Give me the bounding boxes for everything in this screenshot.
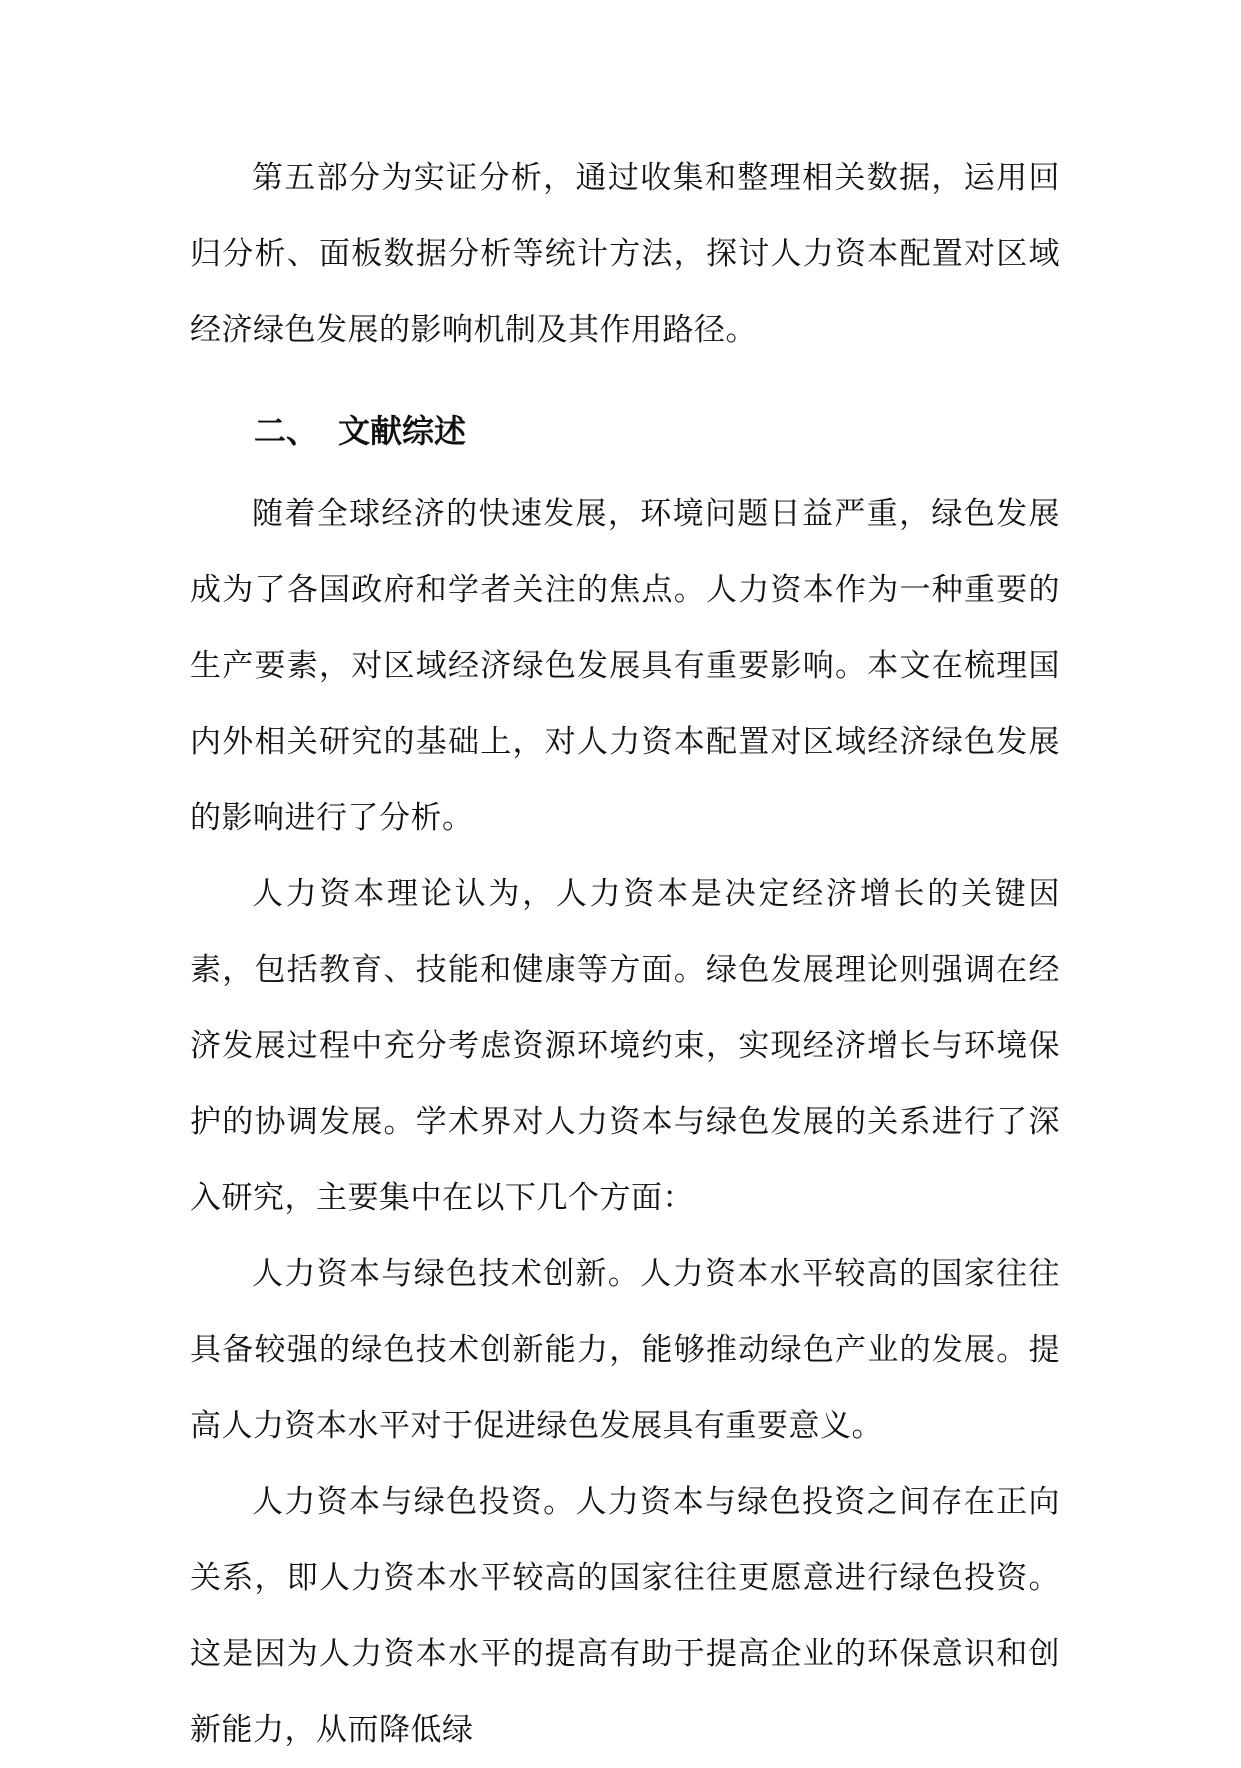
paragraph-intro: 随着全球经济的快速发展，环境问题日益严重，绿色发展成为了各国政府和学者关注的焦点。人力资本作为一种重要的生产要素，对区域经济绿色发展具有重要影响。本文在梳理国内外相关研究的基础上，对人力资本配置对区域经济绿色发展的影响进行了分析。 (190, 496, 1060, 836)
section-number: 二、 (254, 412, 319, 450)
section-title: 文献综述 (338, 412, 467, 450)
paragraph-empirical-analysis: 第五部分为实证分析，通过收集和整理相关数据，运用回归分析、面板数据分析等统计方法，探讨人力资本配置对区域经济绿色发展的影响机制及其作用路径。 (190, 160, 1060, 348)
paragraph-green-innovation: 人力资本与绿色技术创新。人力资本水平较高的国家往往具备较强的绿色技术创新能力，能够推动绿色产业的发展。提高人力资本水平对于促进绿色发展具有重要意义。 (190, 1256, 1060, 1444)
paragraph-theory: 人力资本理论认为，人力资本是决定经济增长的关键因素，包括教育、技能和健康等方面。绿色发展理论则强调在经济发展过程中充分考虑资源环境约束，实现经济增长与环境保护的协调发展。学术界对人力资本与绿色发展的关系进行了深入研究，主要集中在以下几个方面： (190, 876, 1060, 1216)
document-body (190, 140, 1060, 1768)
section-heading (190, 396, 1060, 462)
paragraph-green-investment: 人力资本与绿色投资。人力资本与绿色投资之间存在正向关系，即人力资本水平较高的国家往往更愿意进行绿色投资。这是因为人力资本水平的提高有助于提高企业的环保意识和创新能力，从而降低绿 (190, 1484, 1060, 1748)
